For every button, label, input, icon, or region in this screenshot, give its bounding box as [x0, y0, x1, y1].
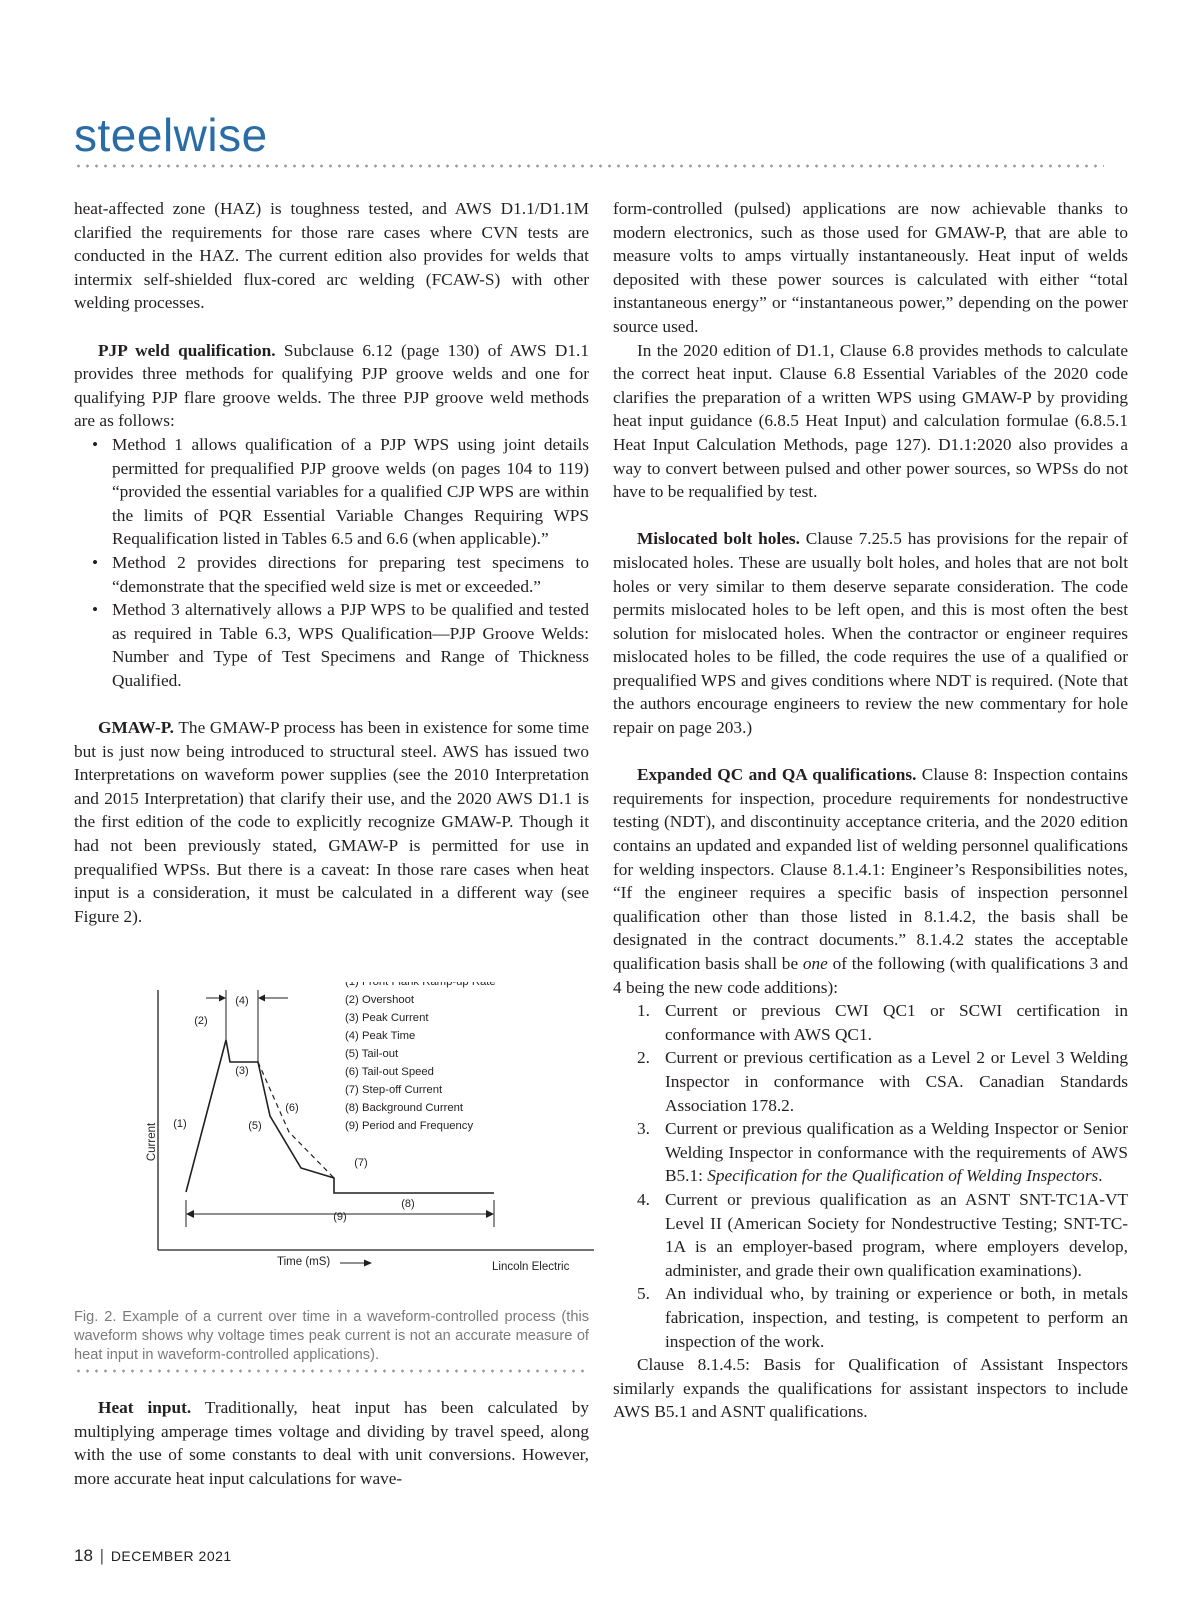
period-arrow-left	[186, 1210, 194, 1218]
paragraph-pulsed: form-controlled (pulsed) applications are now achievable thanks to modern electronics, such as those used for GMAW-P, that are able to measure volts to amps virtually instantaneously. Heat input of welds deposited with these power sources is calculated with either “total instantaneous energy” or “instantaneous power,” depending on the power source used.	[613, 199, 1128, 336]
text-heat-input: Traditionally, heat input has been calculated by multiplying amperage times voltage and dividing by travel speed, along with the use of some constants to deal with unit conversions. However, more accurate heat input calculations for wave-	[74, 1398, 589, 1488]
legend-item: (6) Tail-out Speed	[345, 1066, 434, 1078]
legend-item: (1) Front Flank Ramp-up Rate	[345, 982, 496, 988]
waveform-chart	[134, 982, 604, 1312]
legend-item: (8) Background Current	[345, 1102, 464, 1114]
qualification-list	[613, 999, 1128, 1353]
list-item: 1. Current or previous CWI QC1 or SCWI certification in conformance with AWS QC1.	[637, 1001, 1128, 1044]
marker-6: (6)	[285, 1102, 299, 1114]
period-arrow-right	[486, 1210, 494, 1218]
paragraph-gmaw	[74, 716, 589, 928]
list-item: 4. Current or previous qualification as an ASNT SNT-TC1A-VT Level II (American Society for Nondestructive Testing; SNT-TC-1A is an employer-based program, where employers develop, administer, and grade their own qualification examinations).	[637, 1189, 1128, 1280]
text-pjp: Subclause 6.12 (page 130) of AWS D1.1 provides three methods for qualifying PJP groove welds and one for qualifying PJP flare groove welds. The three PJP groove weld methods are as follows:	[74, 340, 589, 431]
marker-2: (2)	[194, 1015, 208, 1027]
marker-7: (7)	[354, 1157, 368, 1169]
list-item: • Method 1 allows qualification of a PJP WPS using joint details permitted for prequalified PJP groove welds (on pages 104 to 119) “provided the essential variables for a qualified CJP WPS are within the limits of PQR Essential Variable Changes Requiring WPS Requalification listed in Tables 6.5 and 6.6 (when applicable).”	[112, 433, 589, 551]
marker-4: (4)	[235, 995, 249, 1007]
figure-legend	[345, 982, 496, 1132]
left-column	[74, 197, 589, 928]
section-title: steelwise	[74, 109, 268, 161]
figure-divider	[74, 1369, 589, 1373]
list-item: 5. An individual who, by training or experience or both, in metals fabrication, inspection, and testing, is competent to perform an inspection of the work.	[637, 1284, 1128, 1351]
header-divider	[74, 164, 1104, 168]
list-item: 3. Current or previous qualification as a Welding Inspector or Senior Welding Inspector in conformance with the requirements of AWS B5.1: Specification for the Qualification of Welding Inspectors.	[637, 1119, 1128, 1186]
list-item: • Method 3 alternatively allows a PJP WPS to be qualified and tested as required in Table 6.3, WPS Qualification—PJP Groove Welds: Number and Type of Test Specimens and Range of Thickness Qualified.	[112, 598, 589, 692]
list-number: 3.	[637, 1119, 650, 1139]
paragraph-haz: heat-affected zone (HAZ) is toughness tested, and AWS D1.1/D1.1M clarified the requirements for those rare cases where CVN tests are conducted in the HAZ. The current edition also provides for welds that intermix self-shielded flux-cored arc welding (FCAW-S) with other welding processes.	[74, 199, 589, 313]
spec-title: Specification for the Qualification of Welding Inspectors	[707, 1166, 1099, 1186]
y-axis-label: Current	[146, 1122, 158, 1162]
legend-item: (5) Tail-out	[345, 1048, 399, 1060]
current-waveform	[186, 1040, 494, 1193]
emphasis-one: one	[802, 954, 828, 973]
legend-item: (2) Overshoot	[345, 994, 415, 1006]
text-qc-qa-1: Clause 8: Inspection contains requirements for inspection, procedure requirements for nondestructive testing (NDT), and discontinuity acceptance criteria, and the 2020 edition contains an updated and expanded list of welding personnel qualifications for welding inspectors. Clause 8.1.4.1: Engineer’s Responsibilities notes, “If the engineer requires a specific basis of inspection personnel qualification other than those listed in 8.1.4.2, the basis shall be designated in the contract documents.” 8.1.4.2 states the acceptable qualification basis shall be	[613, 765, 1128, 973]
list-item: • Method 2 provides directions for preparing test specimens to “demonstrate that the specified weld size is met or exceeded.”	[112, 551, 589, 598]
left-column-bottom	[74, 1396, 589, 1490]
paragraph-heat-input	[74, 1396, 589, 1490]
text-bolt-holes: Clause 7.25.5 has provisions for the repair of mislocated holes. These are usually bolt holes, and holes that are not bolt holes or very similar to them deserve separate consideration. The code permits mislocated holes to be left open, and this is most often the best solution for mislocated holes. When the contractor or engineer requires mislocated holes to be filled, the code requires the use of a qualified or prequalified WPS and gives conditions where NDT is required. (Note that the authors encourage engineers to review the new commentary for hole repair on page 203.)	[613, 529, 1129, 738]
list-number: 2.	[637, 1048, 650, 1068]
waveform-figure	[134, 982, 604, 1312]
right-column	[613, 197, 1128, 1424]
issue-date: DECEMBER 2021	[110, 1548, 232, 1564]
page-footer	[74, 1546, 232, 1566]
legend-item: (3) Peak Current	[345, 1012, 429, 1024]
pjp-methods-list	[74, 433, 589, 693]
heading-qc-qa: Expanded QC and QA qualifications.	[637, 765, 917, 785]
paragraph-pjp	[74, 339, 589, 433]
heading-heat-input: Heat input.	[98, 1398, 192, 1417]
page-number: 18	[74, 1546, 93, 1565]
legend-item: (7) Step-off Current	[345, 1084, 443, 1096]
marker-5: (5)	[248, 1120, 262, 1132]
marker-8: (8)	[401, 1198, 415, 1210]
heading-bolt-holes: Mislocated bolt holes.	[637, 529, 800, 549]
figure-credit: Lincoln Electric	[492, 1261, 570, 1273]
marker-9: (9)	[333, 1211, 347, 1223]
legend-item: (4) Peak Time	[345, 1030, 416, 1042]
text-qc-qa-2: of the following (with qualifications 3 and 4 being the new code additions):	[613, 954, 1128, 997]
paragraph-assistant-inspectors: Clause 8.1.4.5: Basis for Qualification of Assistant Inspectors similarly expands the qualifications for assistant inspectors to include AWS B5.1 and ASNT qualifications.	[613, 1355, 1128, 1422]
marker-1: (1)	[173, 1118, 187, 1130]
text-gmaw: The GMAW-P process has been in existence for some time but is just now being introduced to structural steel. AWS has issued two Interpretations on waveform power supplies (see the 2010 Interpretation and 2015 Interpretation) that clarify their use, and the 2020 AWS D1.1 is the first edition of the code to explicitly recognize GMAW-P. Though it had not been previously stated, GMAW-P is permitted for use in prequalified WPSs. But there is a caveat: In those rare cases when heat input is a consideration, it must be calculated in a different way (see Figure 2).	[74, 718, 589, 926]
figure-caption: Fig. 2. Example of a current over time in a waveform-controlled process (this waveform shows why voltage times peak current is not an accurate measure of heat input in waveform-controlled applications).	[74, 1309, 589, 1363]
list-number: 4.	[637, 1189, 650, 1209]
paragraph-clause-6-8: In the 2020 edition of D1.1, Clause 6.8 provides methods to calculate the correct heat input. Clause 6.8 Essential Variables of the 2020 code clarifies the preparation of a written WPS using GMAW-P by providing heat input guidance (6.8.5 Heat Input) and calculation formulae (6.8.5.1 Heat Input Calculation Methods, page 127). D1.1:2020 also provides a way to convert between pulsed and other power sources, so WPSs do not have to be requalified by test.	[613, 340, 1128, 502]
list-item: 2. Current or previous certification as a Level 2 or Level 3 Welding Inspector in conformance with CSA. Canadian Standards Association 178.2.	[637, 1048, 1128, 1115]
x-axis-label: Time (mS)	[277, 1256, 331, 1268]
legend-item: (9) Period and Frequency	[345, 1120, 474, 1132]
list-number: 1.	[637, 1001, 650, 1021]
marker-3: (3)	[235, 1065, 249, 1077]
heading-gmaw: GMAW-P.	[98, 718, 174, 738]
heading-pjp: PJP weld qualification.	[98, 340, 276, 360]
footer-separator: |	[99, 1546, 105, 1565]
paragraph-bolt-holes	[613, 527, 1128, 739]
paragraph-qc-qa	[613, 763, 1128, 999]
list-number: 5.	[637, 1284, 650, 1304]
